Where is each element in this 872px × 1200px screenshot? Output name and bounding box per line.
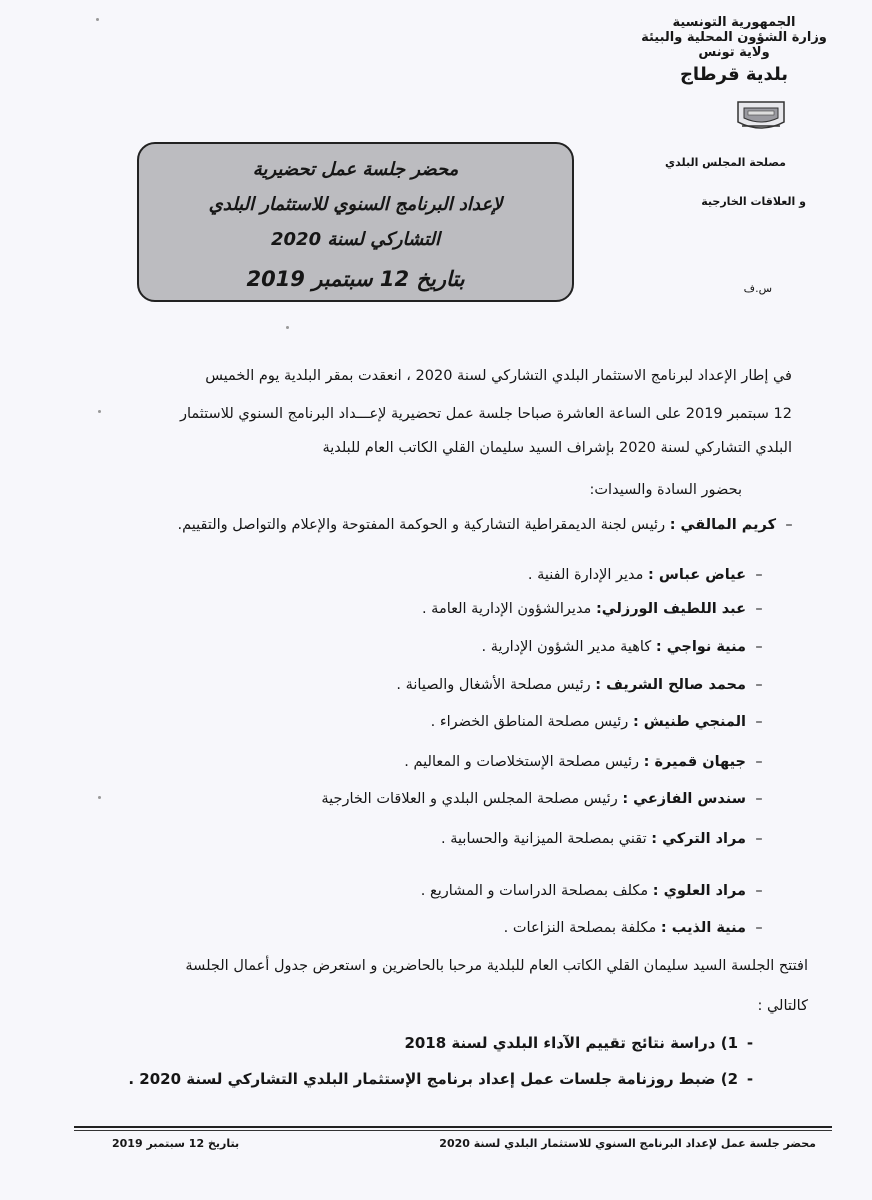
intro-line-3: البلدي التشاركي لسنة 2020 بإشراف السيد سليمان القلي الكاتب العام للبلدية xyxy=(322,440,792,456)
service-line-2: و العلاقات الخارجية xyxy=(701,195,806,208)
list-item: –جيهان قميرة : رئيس مصلحة الإستخلاصات و المعاليم . xyxy=(404,754,763,770)
municipality-emblem-icon xyxy=(734,100,788,132)
attendee-name: المنجي طنيش : xyxy=(632,714,746,730)
title-line-3: التشاركي لسنة 2020 xyxy=(271,229,440,251)
agenda-item-text: 2) ضبط روزنامة جلسات عمل إعداد برنامج الإستثمار البلدي التشاركي لسنة 2020 . xyxy=(128,1070,738,1088)
list-item: –سندس الفازعي : رئيس مصلحة المجلس البلدي و العلاقات الخارجية xyxy=(321,791,763,807)
attendance-heading: بحضور السادة والسيدات: xyxy=(589,482,742,498)
attendee-name: محمد صالح الشريف : xyxy=(595,677,746,693)
attendee-name: منية الذيب : xyxy=(660,920,746,936)
list-item: –عياض عباس : مدير الإدارة الفنية . xyxy=(527,567,763,583)
list-item: –المنجي طنيش : رئيس مصلحة المناطق الخضراء . xyxy=(430,714,763,730)
attendee-name: عبد اللطيف الورزلي: xyxy=(595,601,746,617)
attendee-role: رئيس مصلحة الأشغال والصيانة . xyxy=(396,677,596,693)
attendee-role: مديرالشؤون الإدارية العامة . xyxy=(421,601,596,617)
title-date: بتاريخ 12 سبتمبر 2019 xyxy=(246,267,465,292)
letterhead xyxy=(624,16,844,86)
attendee-role: رئيس مصلحة المناطق الخضراء . xyxy=(430,714,633,730)
title-box xyxy=(137,142,574,302)
opening-line-2: كالتالي : xyxy=(757,998,808,1014)
list-item: –منية نواجي : كاهية مدير الشؤون الإدارية . xyxy=(481,639,763,655)
opening-line-1: افتتح الجلسة السيد سليمان القلي الكاتب العام للبلدية مرحبا بالحاضرين و استعرض جدول أعمال الجلسة xyxy=(185,958,808,974)
reference-code: س.ف xyxy=(743,282,772,295)
list-item: –عبد اللطيف الورزلي: مديرالشؤون الإدارية العامة . xyxy=(421,601,763,617)
footer-rule-thin xyxy=(74,1130,832,1131)
speck xyxy=(98,410,101,413)
agenda-item-text: 1) دراسة نتائج تقييم الآداء البلدي لسنة 2018 xyxy=(404,1034,738,1052)
attendee-role: تقني بمصلحة الميزانية والحسابية . xyxy=(441,831,652,847)
title-line-1: محضر جلسة عمل تحضيرية xyxy=(252,159,459,180)
attendee-role: رئيس مصلحة الإستخلاصات و المعاليم . xyxy=(404,754,644,770)
footer-title: محضر جلسة عمل لإعداد البرنامج السنوي للاستثمار البلدي لسنة 2020 xyxy=(439,1137,816,1150)
attendee-name: سندس الفازعي : xyxy=(622,791,746,807)
service-line-1: مصلحة المجلس البلدي xyxy=(665,156,786,169)
attendee-name: مراد التركي : xyxy=(651,831,746,847)
agenda-item: -1) دراسة نتائج تقييم الآداء البلدي لسنة 2018 xyxy=(404,1034,754,1052)
attendee-role: مدير الإدارة الفنية . xyxy=(527,567,649,583)
attendee-role: مكلفة بمصلحة النزاعات . xyxy=(503,920,661,936)
letterhead-municipality: بلدية قرطاج xyxy=(679,63,789,85)
list-item: –منية الذيب : مكلفة بمصلحة النزاعات . xyxy=(503,920,763,936)
intro-line-2: 12 سبتمبر 2019 على الساعة العاشرة صباحا جلسة عمل تحضيرية لإعـــداد البرنامج السنوي للاستثمار xyxy=(180,406,792,422)
attendee-name: جيهان قميرة : xyxy=(643,754,746,770)
speck xyxy=(98,796,101,799)
letterhead-ministry: وزارة الشؤون المحلية والبيئة xyxy=(641,29,827,45)
footer-rule xyxy=(74,1126,832,1128)
attendee-role: رئيس مصلحة المجلس البلدي و العلاقات الخارجية xyxy=(321,791,623,807)
attendee-role: مكلف بمصلحة الدراسات و المشاريع . xyxy=(420,883,653,899)
attendee-name: كريم المالقي : xyxy=(669,517,776,533)
speck xyxy=(96,18,99,21)
attendee-name: مراد العلوي : xyxy=(652,883,746,899)
title-line-2: لإعداد البرنامج السنوي للاستثمار البلدي xyxy=(208,194,503,216)
list-item: –محمد صالح الشريف : رئيس مصلحة الأشغال والصيانة . xyxy=(396,677,763,693)
speck xyxy=(286,326,289,329)
list-item: –مراد التركي : تقني بمصلحة الميزانية والحسابية . xyxy=(441,831,763,847)
attendee-role: رئيس لجنة الديمقراطية التشاركية و الحوكمة المفتوحة والإعلام والتواصل والتقييم. xyxy=(177,517,670,533)
intro-line-1: في إطار الإعداد لبرنامج الاستثمار البلدي التشاركي لسنة 2020 ، انعقدت بمقر البلدية يوم الخميس xyxy=(205,368,792,384)
attendee-name: منية نواجي : xyxy=(655,639,746,655)
agenda-item: -2) ضبط روزنامة جلسات عمل إعداد برنامج الإستثمار البلدي التشاركي لسنة 2020 . xyxy=(128,1070,754,1088)
letterhead-republic: الجمهورية التونسية xyxy=(672,15,796,30)
list-item: –كريم المالقي : رئيس لجنة الديمقراطية التشاركية و الحوكمة المفتوحة والإعلام والتواصل والتقييم. xyxy=(177,517,793,533)
letterhead-governorate: ولاية تونس xyxy=(698,44,770,60)
footer-date: بتاريخ 12 سبتمبر 2019 xyxy=(112,1137,240,1150)
attendee-name: عياض عباس : xyxy=(648,567,746,583)
attendee-role: كاهية مدير الشؤون الإدارية . xyxy=(481,639,656,655)
list-item: –مراد العلوي : مكلف بمصلحة الدراسات و المشاريع . xyxy=(420,883,763,899)
